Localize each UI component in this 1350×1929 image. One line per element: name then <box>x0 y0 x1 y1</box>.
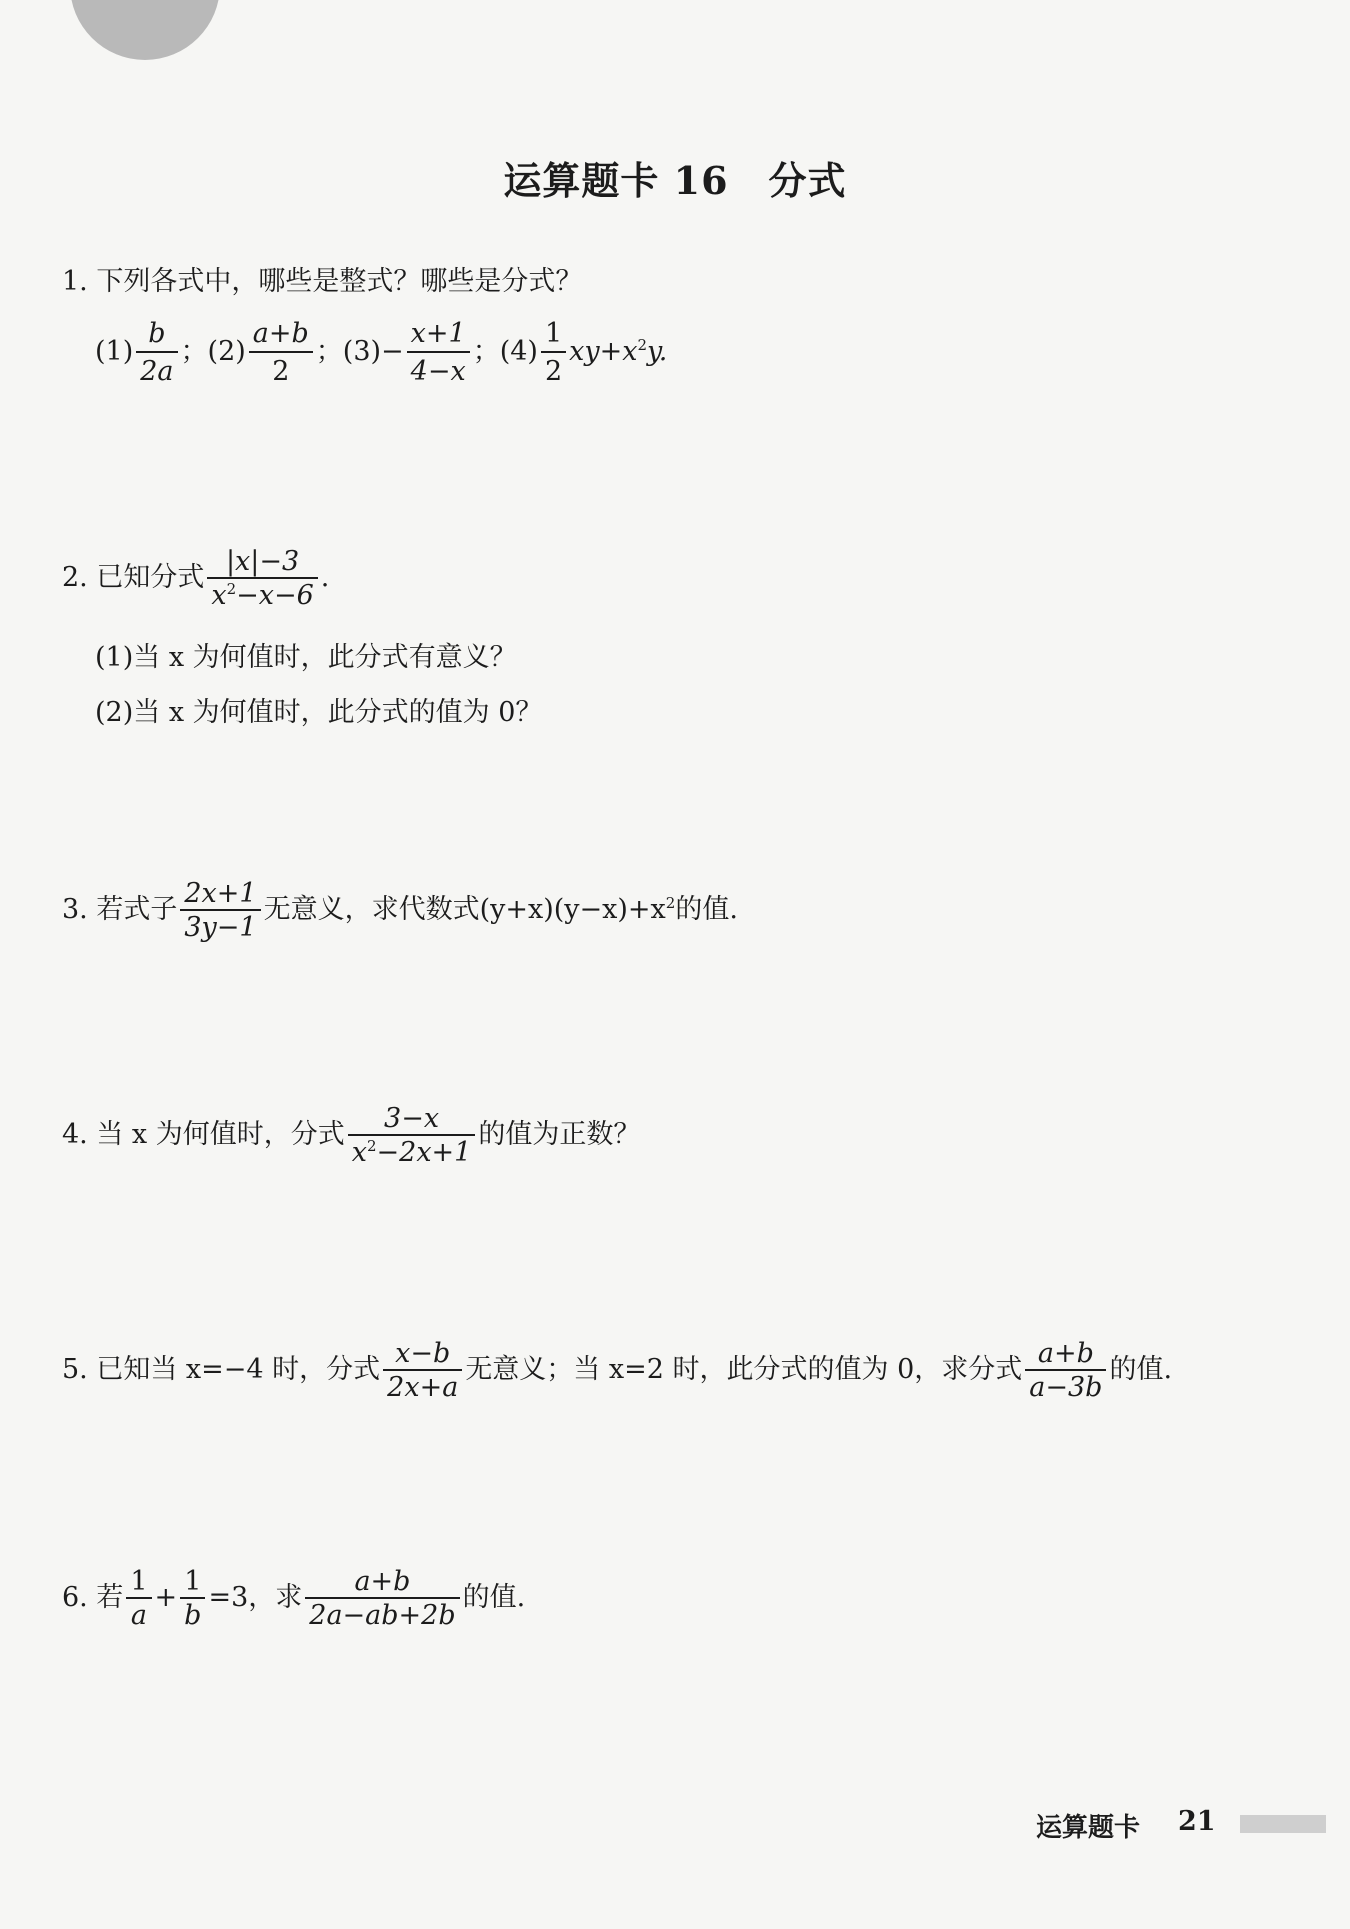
q1-expr-4-end: y. <box>647 336 668 367</box>
q2-den-exp: 2 <box>226 580 237 598</box>
q6-end: 的值. <box>462 1582 526 1613</box>
q6-plus: + <box>154 1582 178 1613</box>
q1-frac-1 <box>136 318 177 387</box>
question-1-expressions <box>95 318 667 387</box>
q6-frac-2 <box>180 1568 205 1629</box>
q1-label-1: (1) <box>95 336 134 367</box>
q1-sep-2: ； <box>315 336 343 367</box>
q1-frac-3 <box>407 318 470 387</box>
q1-frac-1-num: b <box>136 318 177 353</box>
q1-expr-4-exp: 2 <box>637 336 648 354</box>
q2-frac-num: |x|−3 <box>207 548 317 579</box>
q5-frac-1-den: 2x+a <box>387 1372 459 1403</box>
q2-den-b: −x−6 <box>236 580 314 611</box>
q1-frac-3-num: x+1 <box>407 318 470 353</box>
q1-frac-2-num: a+b <box>249 318 313 353</box>
q2-frac-den <box>207 579 317 609</box>
q1-expr-4-tail: xy+x <box>569 336 638 367</box>
q4-frac <box>348 1105 476 1166</box>
q1-frac-2-den: 2 <box>272 356 290 387</box>
q4-den-a: x <box>351 1137 367 1168</box>
q5-frac-1-num: x−b <box>383 1340 462 1371</box>
q1-frac-2 <box>249 318 313 387</box>
q4-frac-num: 3−x <box>348 1105 476 1136</box>
question-2-stem <box>62 548 329 609</box>
q3-tail: 无意义，求代数式(y+x)(y−x)+x <box>263 894 666 925</box>
q6-frac-3-num: a+b <box>305 1568 459 1599</box>
q5-frac-2-num: a+b <box>1025 1340 1106 1371</box>
q1-frac-3-den: 4−x <box>410 356 466 387</box>
q3-lead: 3. 若式子 <box>62 894 178 925</box>
q1-label-3: (3)− <box>342 336 404 367</box>
q3-frac-den: 3y−1 <box>184 912 257 943</box>
q3-end: 的值. <box>675 894 738 925</box>
q2-den-a: x <box>211 580 227 611</box>
q1-frac-4-num: 1 <box>541 318 566 353</box>
q5-frac-1 <box>383 1340 462 1401</box>
q4-den-b: −2x+1 <box>376 1137 472 1168</box>
q5-lead: 5. 已知当 x=−4 时，分式 <box>62 1354 381 1385</box>
q6-frac-1-num: 1 <box>126 1568 151 1599</box>
q3-frac <box>180 880 260 941</box>
footer-label: 运算题卡 <box>1036 1813 1141 1843</box>
title-main: 运算题卡 16 <box>503 158 729 203</box>
q4-frac-den <box>348 1136 476 1166</box>
q4-end: 的值为正数？ <box>478 1119 641 1150</box>
q2-lead: 2. 已知分式 <box>62 562 205 593</box>
q1-label-4: (4) <box>499 336 538 367</box>
q6-frac-2-den: b <box>184 1600 202 1631</box>
page-title <box>0 150 1350 205</box>
q5-frac-2-den: a−3b <box>1029 1372 1103 1403</box>
q5-frac-2 <box>1025 1340 1106 1401</box>
q6-frac-1 <box>126 1568 151 1629</box>
q6-lead: 6. 若 <box>62 1582 124 1613</box>
q6-frac-2-num: 1 <box>180 1568 205 1599</box>
q2-frac <box>207 548 317 609</box>
q3-frac-num: 2x+1 <box>180 880 260 911</box>
q6-frac-3-den: 2a−ab+2b <box>309 1600 456 1631</box>
q3-exp: 2 <box>665 894 676 912</box>
question-6-stem <box>62 1568 525 1629</box>
q6-frac-3 <box>305 1568 459 1629</box>
question-5-stem <box>62 1340 1172 1401</box>
q1-label-2: (2) <box>207 336 246 367</box>
q6-frac-1-den: a <box>130 1600 147 1631</box>
question-3-stem <box>62 880 738 941</box>
question-2-part-2: (2)当 x 为何值时，此分式的值为 0？ <box>95 697 543 728</box>
q1-frac-4 <box>541 318 566 387</box>
q4-den-exp: 2 <box>366 1137 377 1155</box>
q5-mid: 无意义；当 x=2 时，此分式的值为 0，求分式 <box>465 1354 1023 1385</box>
q6-mid: =3，求 <box>208 1582 303 1613</box>
title-topic: 分式 <box>768 158 847 203</box>
q1-sep-1: ； <box>180 336 208 367</box>
q1-sep-3: ； <box>472 336 500 367</box>
corner-decoration <box>70 0 220 60</box>
footer-decoration-bar <box>1240 1815 1326 1833</box>
q1-frac-4-den: 2 <box>544 356 563 387</box>
q1-frac-1-den: 2a <box>140 356 174 387</box>
q5-end: 的值. <box>1109 1354 1173 1385</box>
question-1-stem: 1. 下列各式中，哪些是整式？哪些是分式？ <box>62 266 583 297</box>
question-2-part-1: (1)当 x 为何值时，此分式有意义？ <box>95 642 517 673</box>
question-4-stem <box>62 1105 640 1166</box>
page-number: 21 <box>1178 1806 1216 1837</box>
q2-end: . <box>320 562 330 593</box>
q4-lead: 4. 当 x 为何值时，分式 <box>62 1119 345 1150</box>
